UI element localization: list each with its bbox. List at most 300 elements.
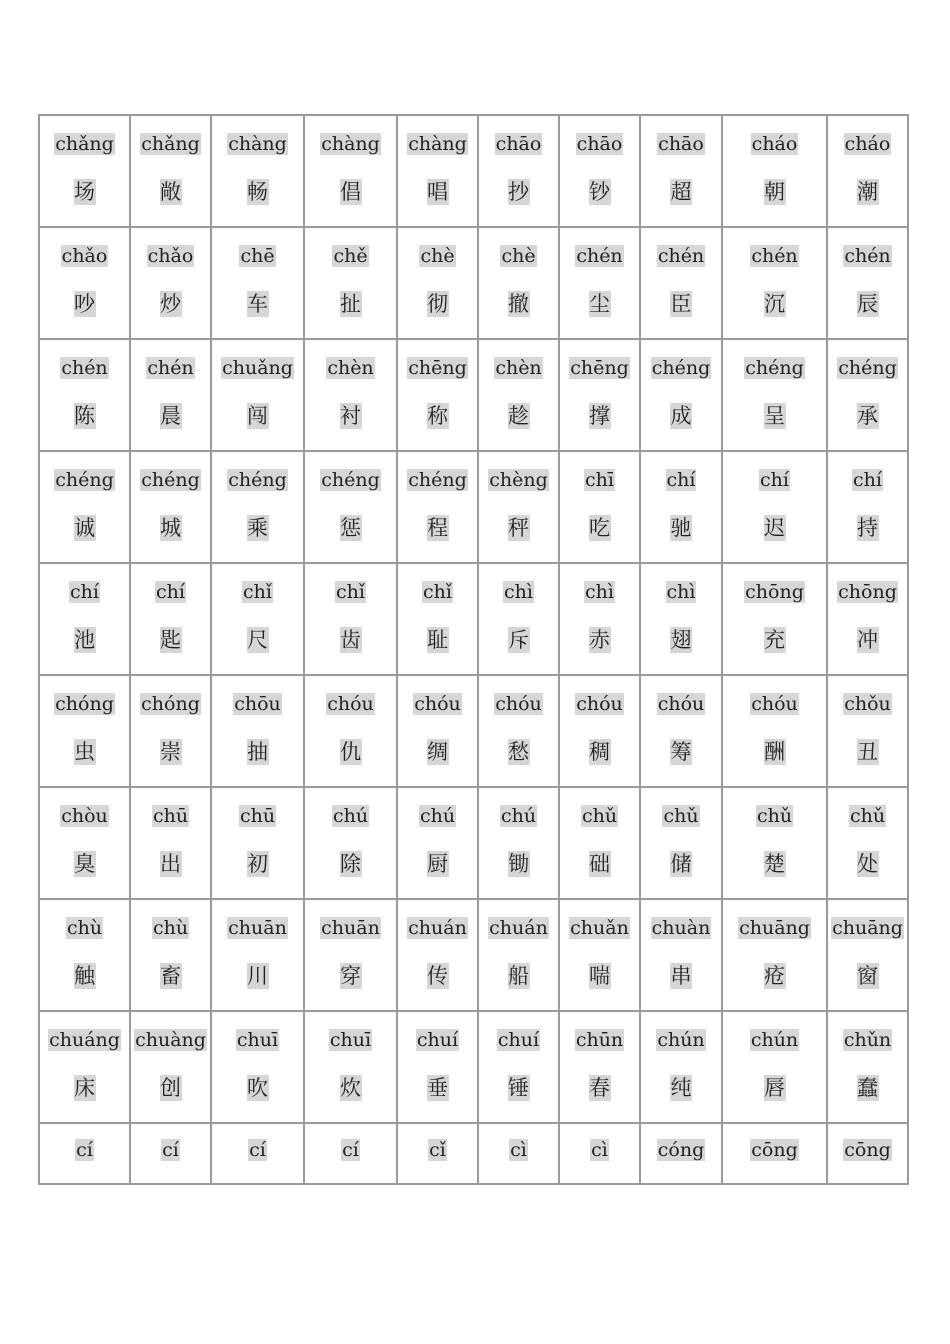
hanzi-character: 辰 [857,292,878,316]
hanzi-character: 池 [74,628,95,652]
hanzi-character: 川 [247,964,268,988]
grid-cell [39,339,130,451]
pinyin-label: chǐ [423,581,452,603]
hanzi-character: 称 [427,404,448,428]
grid-cell [827,1011,908,1123]
hanzi-character: 出 [160,852,181,876]
pinyin-label: chàng [408,133,467,155]
pinyin-label: chuán [489,917,548,939]
hanzi-character: 臣 [670,292,692,316]
pinyin-label: chuāng [832,917,903,939]
grid-cell [211,899,304,1011]
pinyin-label: chuán [408,917,467,939]
grid-cell [478,339,559,451]
grid-cell [478,451,559,563]
pinyin-label: chèn [327,357,374,379]
hanzi-character: 匙 [160,628,181,652]
grid-cell [130,899,211,1011]
grid-cell [211,675,304,787]
hanzi-character: 承 [857,404,878,428]
grid-cell [640,1123,722,1184]
grid-cell [478,787,559,899]
hanzi-character: 呈 [764,404,785,428]
grid-cell [397,451,478,563]
grid-cell [39,451,130,563]
grid-cell [640,675,722,787]
pinyin-label: cháo [751,133,798,155]
hanzi-character: 喘 [589,964,610,988]
grid-cell [130,451,211,563]
grid-cell [827,339,908,451]
grid-cell [722,1123,827,1184]
hanzi-character: 窗 [857,964,878,988]
grid-cell [640,339,722,451]
hanzi-character: 趁 [508,404,529,428]
pinyin-label: chǎo [147,245,194,267]
hanzi-character: 虫 [74,740,95,764]
pinyin-label: chǒu [844,693,891,715]
grid-cell [130,563,211,675]
grid-cell [827,1123,908,1184]
grid-cell [640,563,722,675]
hanzi-character: 稠 [589,740,610,764]
grid-row [39,899,908,1011]
hanzi-character: 床 [74,1076,95,1100]
hanzi-character: 持 [857,516,878,540]
pinyin-label: chèn [495,357,542,379]
hanzi-character: 惩 [340,516,361,540]
hanzi-character: 翅 [670,628,692,652]
hanzi-character: 扯 [340,292,361,316]
hanzi-character: 陈 [74,404,95,428]
grid-cell [722,115,827,227]
grid-cell [559,227,640,339]
grid-cell [211,451,304,563]
grid-cell [640,787,722,899]
pinyin-label: chī [585,469,614,491]
grid-cell [640,227,722,339]
pinyin-label: chén [61,357,108,379]
hanzi-character: 炒 [160,292,181,316]
hanzi-character: 城 [160,516,181,540]
hanzi-character: 闯 [247,404,268,428]
pinyin-label: chūn [575,1029,624,1051]
pinyin-label: cóng [657,1139,705,1161]
grid-cell [827,227,908,339]
hanzi-character: 超 [670,180,692,204]
pinyin-label: chuáng [49,1029,120,1051]
grid-cell [397,899,478,1011]
pinyin-label: chēng [408,357,467,379]
pinyin-label: chǎng [55,133,114,155]
grid-row [39,1123,908,1184]
grid-cell [211,787,304,899]
pinyin-label: chén [576,245,623,267]
hanzi-character: 除 [340,852,361,876]
grid-cell [130,339,211,451]
pinyin-label: chàng [228,133,287,155]
hanzi-character: 衬 [340,404,361,428]
grid-cell [559,1123,640,1184]
pinyin-label: chǐ [336,581,365,603]
pinyin-label: cí [249,1139,266,1161]
pinyin-label: chuí [497,1029,540,1051]
hanzi-character: 船 [508,964,529,988]
pinyin-label: chǔ [663,805,699,827]
grid-row [39,563,908,675]
hanzi-character: 纯 [670,1076,692,1100]
grid-cell [211,563,304,675]
grid-cell [39,1123,130,1184]
hanzi-character: 潮 [857,180,878,204]
pinyin-label: chóu [657,693,705,715]
grid-cell [559,787,640,899]
hanzi-character: 赤 [589,628,610,652]
pinyin-label: cōng [751,1139,798,1161]
pinyin-label: chuàng [135,1029,206,1051]
hanzi-character: 垂 [427,1076,448,1100]
hanzi-character: 绸 [427,740,448,764]
grid-cell [304,1011,397,1123]
pinyin-label: chāo [576,133,623,155]
grid-row [39,1011,908,1123]
grid-cell [39,675,130,787]
pinyin-label: chóng [141,693,200,715]
grid-cell [478,227,559,339]
hanzi-character: 传 [427,964,448,988]
pinyin-label: chèng [489,469,548,491]
grid-cell [478,1011,559,1123]
hanzi-character: 抽 [247,740,268,764]
grid-cell [722,227,827,339]
pinyin-label: chí [70,581,99,603]
hanzi-character: 齿 [340,628,361,652]
hanzi-character: 吹 [247,1076,268,1100]
hanzi-character: 臭 [74,852,95,876]
hanzi-character: 充 [764,628,785,652]
pinyin-label: cí [342,1139,359,1161]
pinyin-label: chóng [55,693,114,715]
hanzi-character: 创 [160,1076,181,1100]
grid-cell [559,451,640,563]
pinyin-label: chóu [495,693,542,715]
pinyin-label: cháo [844,133,891,155]
grid-row [39,115,908,227]
pinyin-label: chǐ [243,581,272,603]
pinyin-label: chéng [838,357,897,379]
hanzi-character: 场 [74,180,95,204]
grid-cell [39,899,130,1011]
pinyin-label: chǔn [843,1029,892,1051]
pinyin-label: chuí [416,1029,459,1051]
hanzi-character: 尺 [247,628,268,652]
pinyin-label: chì [504,581,533,603]
grid-cell [211,339,304,451]
grid-cell [478,675,559,787]
grid-cell [39,115,130,227]
pinyin-label: chuān [321,917,380,939]
hanzi-character: 程 [427,516,448,540]
grid-cell [211,1011,304,1123]
hanzi-character: 冲 [857,628,878,652]
grid-cell [640,451,722,563]
hanzi-character: 唇 [764,1076,785,1100]
pinyin-label: chéng [321,469,380,491]
grid-cell [304,563,397,675]
hanzi-character: 秤 [508,516,529,540]
grid-cell [304,899,397,1011]
grid-cell [211,1123,304,1184]
hanzi-character: 唱 [427,180,448,204]
pinyin-label: chǎo [61,245,108,267]
pinyin-label: chéng [745,357,804,379]
pinyin-label: chuāng [739,917,810,939]
pinyin-label: cì [510,1139,527,1161]
grid-cell [397,787,478,899]
hanzi-character: 倡 [340,180,361,204]
hanzi-character: 穿 [340,964,361,988]
hanzi-character: 初 [247,852,268,876]
hanzi-character: 触 [74,964,95,988]
pinyin-label: chuān [228,917,287,939]
grid-row [39,227,908,339]
grid-cell [130,227,211,339]
pinyin-label: chóu [751,693,798,715]
pinyin-label: chū [152,805,189,827]
pinyin-label: chì [666,581,696,603]
pinyin-label: chù [152,917,189,939]
pinyin-label: chòu [61,805,108,827]
grid-cell [397,227,478,339]
grid-cell [478,563,559,675]
grid-cell [559,115,640,227]
grid-cell [304,115,397,227]
hanzi-character: 崇 [160,740,181,764]
hanzi-character: 处 [857,852,878,876]
grid-row [39,451,908,563]
grid-cell [130,1123,211,1184]
grid-cell [722,563,827,675]
pinyin-label: chí [853,469,882,491]
pinyin-label: chéng [55,469,114,491]
pinyin-label: cǐ [429,1139,446,1161]
hanzi-character: 吃 [589,516,610,540]
pinyin-label: chōng [745,581,804,603]
grid-cell [827,899,908,1011]
pinyin-label: chuī [236,1029,279,1051]
hanzi-character: 乘 [247,516,268,540]
pinyin-label: chē [240,245,275,267]
grid-cell [304,451,397,563]
grid-cell [130,787,211,899]
hanzi-character: 吵 [74,292,95,316]
hanzi-character: 储 [670,852,692,876]
grid-cell [827,675,908,787]
pinyin-label: chún [750,1029,799,1051]
hanzi-character: 畜 [160,964,181,988]
hanzi-character: 疮 [764,964,785,988]
pinyin-label: chú [419,805,456,827]
pinyin-label: chǔ [581,805,618,827]
hanzi-character: 车 [247,292,268,316]
grid-row [39,675,908,787]
hanzi-character: 愁 [508,740,529,764]
hanzi-character: 串 [670,964,692,988]
grid-cell [397,563,478,675]
hanzi-character: 成 [670,404,692,428]
pinyin-label: chóu [414,693,461,715]
hanzi-character: 础 [589,852,610,876]
grid-cell [722,787,827,899]
hanzi-character: 尘 [589,292,610,316]
grid-cell [130,675,211,787]
grid-cell [130,115,211,227]
grid-cell [397,1011,478,1123]
grid-cell [39,227,130,339]
pinyin-label: chōng [838,581,897,603]
pinyin-label: chí [760,469,789,491]
pinyin-label: chě [333,245,368,267]
hanzi-character: 丑 [857,740,878,764]
grid-cell [559,339,640,451]
pinyin-label: chǔ [756,805,793,827]
grid-cell [39,787,130,899]
hanzi-character: 筹 [670,740,692,764]
hanzi-character: 锄 [508,852,529,876]
pinyin-label: chè [501,245,536,267]
pinyin-label: cì [591,1139,608,1161]
pinyin-label: chén [147,357,194,379]
pinyin-label: chí [156,581,185,603]
grid-cell [39,563,130,675]
pinyin-label: chí [666,469,696,491]
hanzi-character: 晨 [160,404,181,428]
grid-cell [478,1123,559,1184]
grid-cell [827,563,908,675]
pinyin-label: chuǎn [570,917,629,939]
grid-cell [478,115,559,227]
grid-cell [722,1011,827,1123]
grid-cell [559,899,640,1011]
grid-cell [559,675,640,787]
pinyin-label: cí [76,1139,93,1161]
pinyin-label: chú [332,805,369,827]
pinyin-label: chāo [658,133,704,155]
hanzi-character: 厨 [427,852,448,876]
pinyin-label: chuǎng [222,357,293,379]
grid-cell [397,339,478,451]
grid-cell [827,115,908,227]
hanzi-character: 诚 [74,516,95,540]
hanzi-character: 迟 [764,516,785,540]
pinyin-label: chǎng [141,133,200,155]
grid-cell [722,675,827,787]
hanzi-character: 畅 [247,180,268,204]
grid-cell [211,227,304,339]
pinyin-label: chéng [651,357,711,379]
hanzi-character: 春 [589,1076,610,1100]
hanzi-character: 蠢 [857,1076,878,1100]
grid-cell [304,339,397,451]
hanzi-character: 斥 [508,628,529,652]
hanzi-character: 仇 [340,740,361,764]
pinyin-label: chū [239,805,276,827]
grid-cell [722,899,827,1011]
pinyin-label: chì [585,581,614,603]
pinyin-label: chù [66,917,103,939]
grid-cell [304,1123,397,1184]
pinyin-label: cí [162,1139,179,1161]
grid-cell [827,787,908,899]
grid-cell [722,339,827,451]
pinyin-label: chén [844,245,891,267]
grid-cell [397,675,478,787]
grid-cell [304,787,397,899]
grid-cell [640,115,722,227]
pinyin-label: chóu [327,693,374,715]
pinyin-character-grid [38,114,909,1185]
hanzi-character: 抄 [508,180,529,204]
hanzi-character: 炊 [340,1076,361,1100]
hanzi-character: 敞 [160,180,181,204]
pinyin-label: cōng [844,1139,891,1161]
grid-cell [722,451,827,563]
pinyin-label: chǔ [849,805,886,827]
pinyin-label: chuī [329,1029,372,1051]
grid-row [39,787,908,899]
pinyin-label: chén [657,245,705,267]
pinyin-label: chéng [408,469,467,491]
grid-cell [304,227,397,339]
grid-row [39,339,908,451]
grid-cell [397,1123,478,1184]
hanzi-character: 沉 [764,292,785,316]
pinyin-label: chè [420,245,455,267]
hanzi-character: 耻 [427,628,448,652]
pinyin-label: chēng [570,357,629,379]
grid-cell [640,1011,722,1123]
grid-cell [130,1011,211,1123]
grid-cell [559,1011,640,1123]
hanzi-character: 撑 [589,404,610,428]
pinyin-label: chàng [321,133,380,155]
grid-cell [211,115,304,227]
grid-cell [39,1011,130,1123]
grid-cell [397,115,478,227]
hanzi-character: 楚 [764,852,785,876]
hanzi-character: 驰 [670,516,692,540]
grid-cell [478,899,559,1011]
grid-cell [559,563,640,675]
hanzi-character: 朝 [764,180,785,204]
pinyin-label: chén [751,245,798,267]
pinyin-label: chún [657,1029,705,1051]
pinyin-label: chéng [228,469,287,491]
pinyin-label: chōu [234,693,281,715]
hanzi-character: 酬 [764,740,785,764]
pinyin-label: chú [500,805,537,827]
pinyin-label: chāo [495,133,542,155]
grid-cell [827,451,908,563]
hanzi-character: 撤 [508,292,529,316]
pinyin-label: chóu [576,693,623,715]
grid-cell [304,675,397,787]
hanzi-character: 钞 [589,180,610,204]
hanzi-character: 锤 [508,1076,529,1100]
hanzi-character: 彻 [427,292,448,316]
grid-cell [640,899,722,1011]
pinyin-label: chéng [141,469,200,491]
